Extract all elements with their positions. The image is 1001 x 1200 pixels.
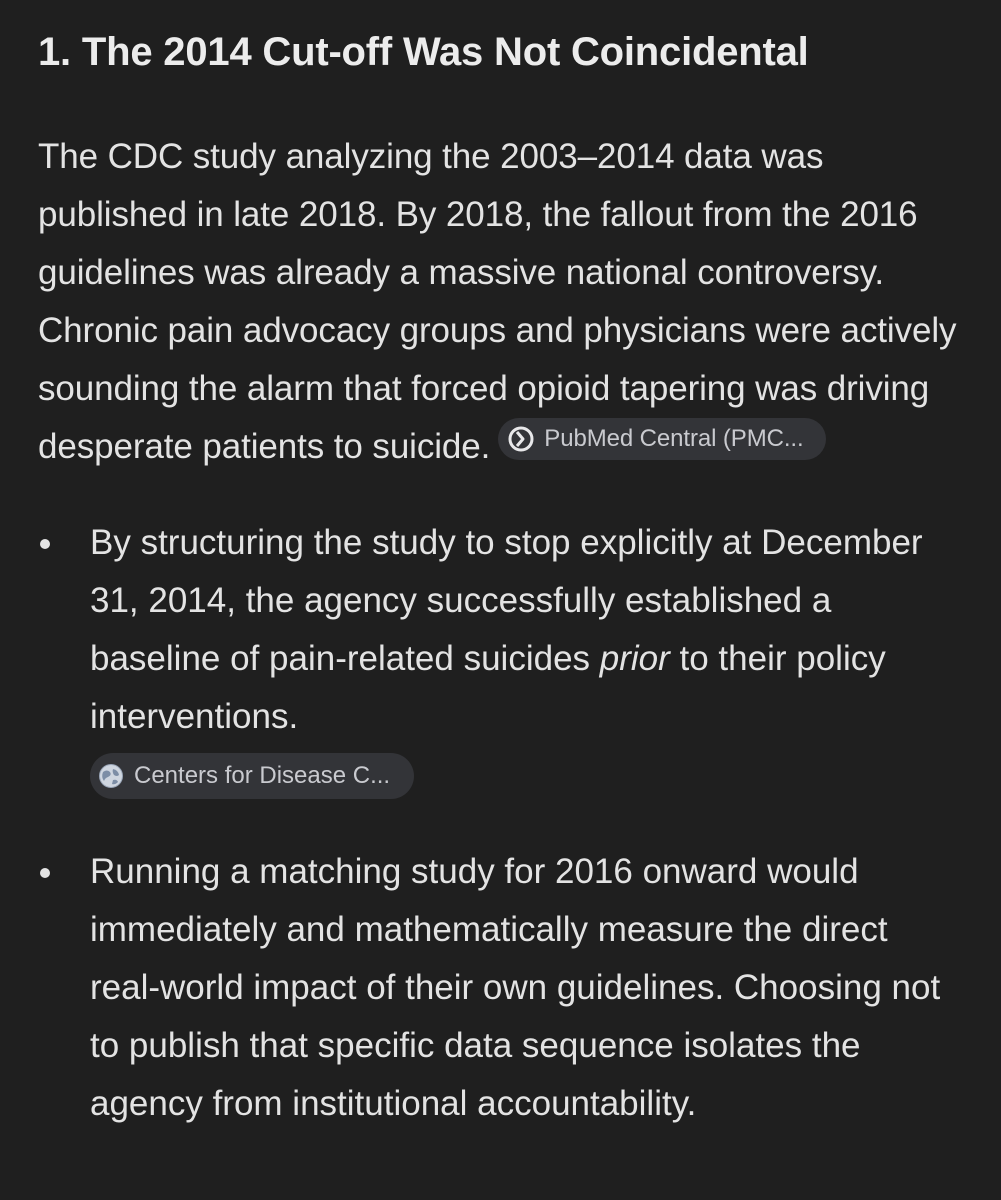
bullet-emphasis: prior: [599, 639, 670, 678]
bullet-dot: [40, 539, 50, 549]
list-item: [38, 514, 950, 799]
source-chip-pubmed[interactable]: [498, 418, 825, 460]
source-chip-label: Centers for Disease C...: [134, 762, 391, 789]
section-paragraph: [38, 128, 973, 476]
source-chip-label: PubMed Central (PMC...: [544, 425, 804, 452]
paragraph-text: The CDC study analyzing the 2003–2014 data was published in late 2018. By 2018, the fallout from the 2016 guidelines was already a massive national controversy. Chronic pain advocacy groups and physicians were actively sounding the alarm that forced opioid tapering was driving desperate patients to suicide.: [38, 137, 957, 466]
bullet-text-before: By structuring the study to stop explicitly at December 31, 2014, the agency successfully established a baseline of pain-related suicides: [90, 523, 923, 678]
globe-icon: [98, 763, 124, 789]
bullet-dot: [40, 868, 50, 878]
source-chip-cdc[interactable]: [90, 753, 414, 799]
bullet-text: Running a matching study for 2016 onward would immediately and mathematically measure the direct real-world impact of their own guidelines. Choosing not to publish that specific data sequence isolates the agency from institutional accountability.: [90, 852, 941, 1123]
bullet-source-row: [90, 753, 950, 799]
bullet-text-after: to their policy interventions.: [90, 639, 886, 736]
pmc-source-icon: [508, 426, 534, 452]
bullet-list: [38, 514, 1001, 1133]
list-item: [38, 843, 950, 1133]
section-heading: 1. The 2014 Cut-off Was Not Coincidental: [38, 30, 809, 74]
